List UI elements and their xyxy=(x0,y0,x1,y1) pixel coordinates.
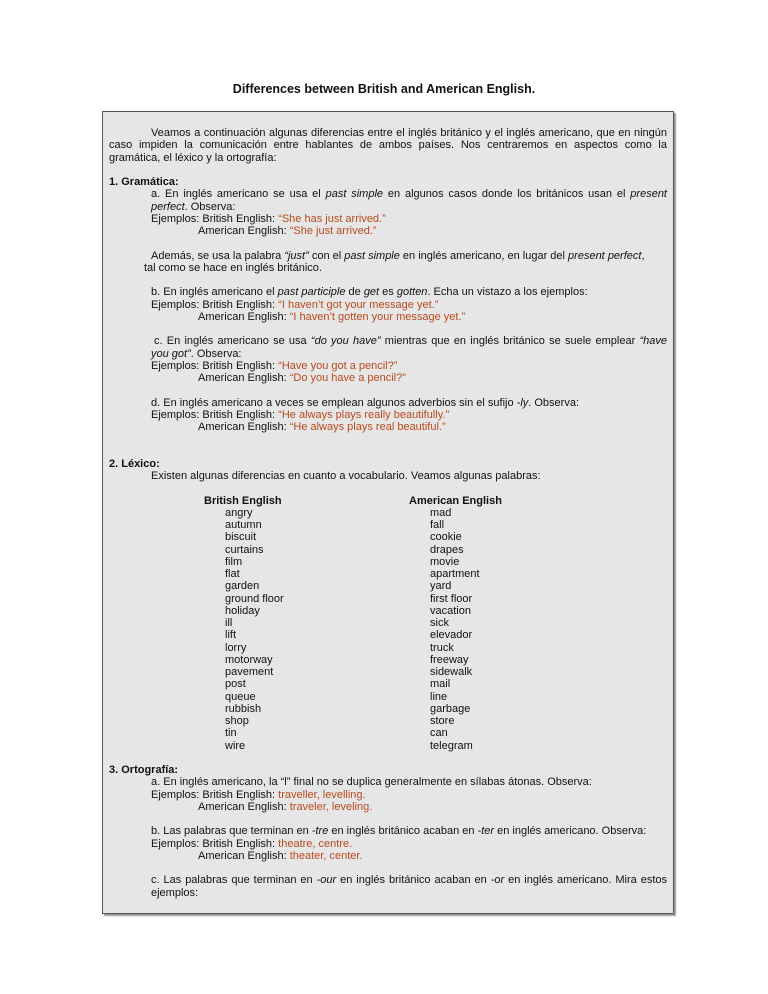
grammar-a-british: Ejemplos: British English: “She has just arrived.” xyxy=(151,212,386,225)
british-column xyxy=(109,495,409,752)
lexicon-intro: Existen algunas diferencias en cuanto a vocabulario. Veamos algunas palabras: xyxy=(151,470,541,482)
american-word: truck xyxy=(430,641,454,654)
american-word: garbage xyxy=(430,702,471,715)
content-box xyxy=(102,111,674,914)
american-word: elevador xyxy=(430,629,473,642)
american-word: line xyxy=(430,690,448,703)
british-word: autumn xyxy=(225,519,262,531)
grammar-a-text: a. En inglés americano se usa el past simple en algunos casos donde los británicos usan el present perfect. Observa: xyxy=(151,188,667,213)
american-word: fall xyxy=(430,519,445,531)
american-word: movie xyxy=(430,555,460,568)
spelling-a-british: Ejemplos: British English: traveller, levelling. xyxy=(151,788,366,801)
british-word: ground floor xyxy=(225,592,284,605)
spelling-b-british: Ejemplos: British English: theatre, centre. xyxy=(151,837,353,850)
american-header: American English xyxy=(409,494,502,507)
grammar-c-british: Ejemplos: British English: “Have you got a pencil?” xyxy=(151,359,398,372)
grammar-b-text: b. En inglés americano el past participle de get es gotten. Echa un vistazo a los ejemplos: xyxy=(151,286,588,299)
british-word: flat xyxy=(225,568,240,580)
spelling-a-text: a. En inglés americano, la “l” final no se duplica generalmente en sílabas átonas. Observa: xyxy=(151,776,592,789)
intro-paragraph: Veamos a continuación algunas diferencias entre el inglés británico y el inglés americano, que en ningún caso impiden la comunicación entre hablantes de ambos países. Nos centraremos en aspectos como la gramática, el léxico y la ortografía: xyxy=(109,127,667,164)
british-word: post xyxy=(225,678,246,691)
lexicon-heading: 2. Léxico: xyxy=(109,457,160,470)
british-header: British English xyxy=(204,494,282,507)
british-word: angry xyxy=(225,506,253,519)
grammar-c-text: c. En inglés americano se usa “do you have” mientras que en inglés británico se suele emplear “have you got”. Observa: xyxy=(151,335,668,360)
american-word: can xyxy=(430,727,448,740)
british-word: lift xyxy=(225,629,236,642)
american-word: cookie xyxy=(430,531,462,544)
grammar-d-american: American English: “He always plays real beautiful.” xyxy=(198,421,446,433)
british-word: rubbish xyxy=(225,702,262,715)
american-word: freeway xyxy=(430,653,469,666)
british-word: motorway xyxy=(225,653,273,666)
spelling-b-text: b. Las palabras que terminan en -tre en inglés británico acaban en -ter en inglés americano. Observa: xyxy=(151,825,647,838)
spelling-a-american: American English: traveler, leveling. xyxy=(198,800,373,813)
british-word: pavement xyxy=(225,666,274,678)
spelling-b-american: American English: theater, center. xyxy=(198,849,363,862)
grammar-ademas-text: Además, se usa la palabra “just” con el past simple en inglés americano, en lugar del present perfect, tal como se hace en inglés británico. xyxy=(144,249,645,274)
british-word: holiday xyxy=(225,604,260,617)
british-word: ill xyxy=(225,617,233,629)
spelling-heading: 3. Ortografía: xyxy=(109,764,179,776)
british-word: biscuit xyxy=(225,531,257,544)
american-word: store xyxy=(430,715,455,727)
british-word: garden xyxy=(225,580,260,593)
american-word: drapes xyxy=(430,543,464,556)
american-word: mad xyxy=(430,506,452,519)
british-word: queue xyxy=(225,690,256,703)
british-word: shop xyxy=(225,715,249,727)
british-word: wire xyxy=(225,739,246,752)
american-column xyxy=(409,495,614,752)
american-word: mail xyxy=(430,678,451,691)
grammar-d-british: Ejemplos: British English: “He always plays really beautifully.” xyxy=(151,408,450,421)
document-title: Differences between British and American English. xyxy=(232,82,536,96)
british-word: film xyxy=(225,555,243,568)
american-word: apartment xyxy=(430,568,480,580)
american-word: vacation xyxy=(430,604,471,617)
british-word: lorry xyxy=(225,641,247,654)
grammar-d-text: d. En inglés americano a veces se emplean algunos adverbios sin el sufijo -ly. Observa: xyxy=(151,396,580,409)
grammar-c-american: American English: “Do you have a pencil?” xyxy=(198,372,406,384)
grammar-a-american: American English: “She just arrived.” xyxy=(198,225,377,237)
american-word: sick xyxy=(430,617,449,629)
grammar-b-american: American English: “I haven’t gotten your message yet.” xyxy=(198,310,466,323)
american-word: yard xyxy=(430,580,452,593)
american-word: first floor xyxy=(430,592,473,605)
spelling-c-text: c. Las palabras que terminan en -our en inglés británico acaban en -or en inglés americano. Mira estos ejemplos: xyxy=(151,874,667,899)
grammar-b-british: Ejemplos: British English: “I haven’t got your message yet.” xyxy=(151,298,439,311)
american-word: sidewalk xyxy=(430,666,473,678)
american-word: telegram xyxy=(430,739,473,752)
british-word: tin xyxy=(225,727,237,740)
british-word: curtains xyxy=(225,543,264,556)
grammar-heading: 1. Gramática: xyxy=(109,176,179,188)
vocabulary-table xyxy=(109,495,667,752)
